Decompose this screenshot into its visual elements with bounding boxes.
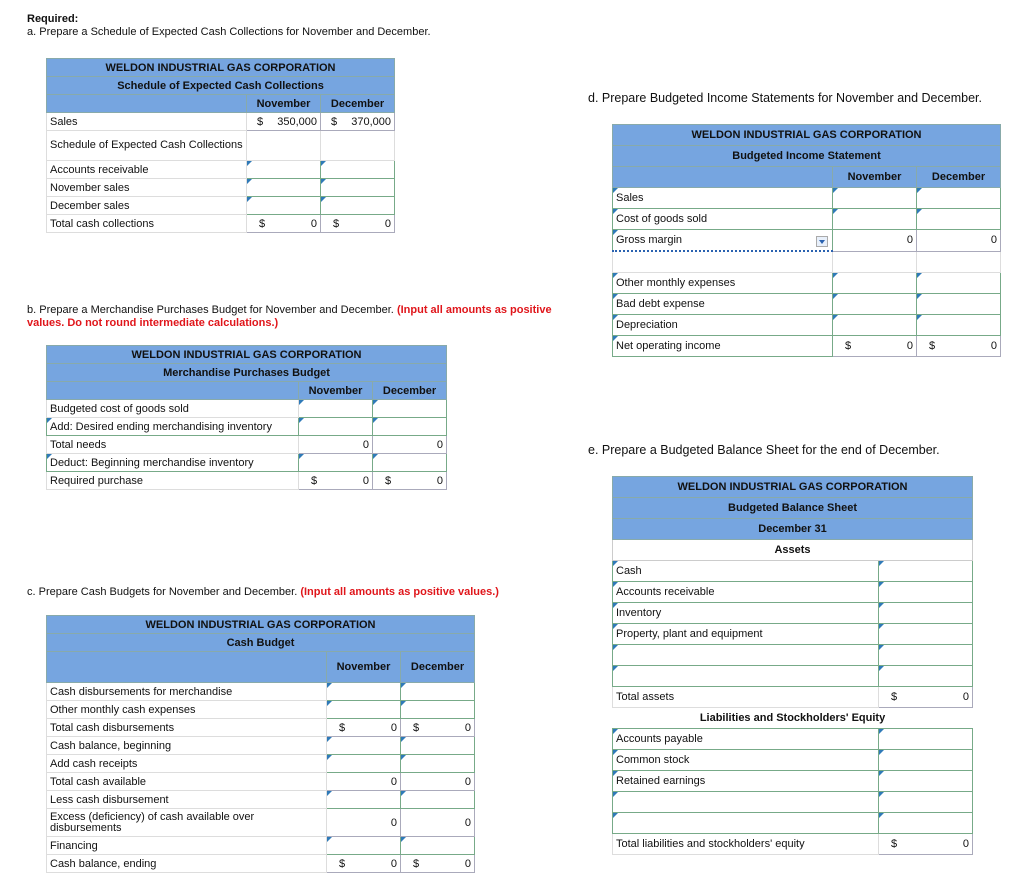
cash-budget-table	[46, 615, 475, 873]
input-cell[interactable]	[327, 837, 401, 855]
table-subtitle: Merchandise Purchases Budget	[47, 364, 447, 382]
question-b: b. Prepare a Merchandise Purchases Budget for November and December. (Input all amounts as positive values. Do not round intermediate calculations.)	[27, 304, 552, 329]
sales-dec: $ 370,000	[321, 113, 395, 131]
table-company: WELDON INDUSTRIAL GAS CORPORATION	[47, 616, 475, 634]
label-dropdown[interactable]: Inventory	[613, 603, 879, 624]
input-cell[interactable]	[373, 418, 447, 436]
row-label: Financing	[47, 837, 327, 855]
required-purchase-dec: $ 0	[373, 472, 447, 490]
table-company: WELDON INDUSTRIAL GAS CORPORATION	[613, 477, 973, 498]
table-date: December 31	[613, 519, 973, 540]
label-dropdown[interactable]: Cost of goods sold	[613, 209, 833, 230]
input-cell[interactable]	[401, 791, 475, 809]
label-dropdown[interactable]	[613, 666, 879, 687]
input-cell[interactable]	[833, 188, 917, 209]
input-cell[interactable]	[401, 737, 475, 755]
question-a: a. Prepare a Schedule of Expected Cash Collections for November and December.	[27, 26, 431, 38]
excess-dec: 0	[401, 809, 475, 837]
total-nov: $ 0	[247, 215, 321, 233]
liab-header: Liabilities and Stockholders' Equity	[613, 708, 973, 729]
gross-margin-dec: 0	[917, 230, 1001, 252]
input-cell[interactable]	[247, 197, 321, 215]
input-cell[interactable]	[879, 771, 973, 792]
row-label: December sales	[47, 197, 247, 215]
gross-margin-dropdown[interactable]: Gross margin	[613, 230, 833, 252]
row-label: November sales	[47, 179, 247, 197]
input-cell[interactable]	[327, 737, 401, 755]
assets-header: Assets	[613, 540, 973, 561]
row-label: Other monthly cash expenses	[47, 701, 327, 719]
row-label: Sales	[47, 113, 247, 131]
required-block	[27, 13, 431, 39]
label-dropdown[interactable]: Accounts payable	[613, 729, 879, 750]
chevron-down-icon[interactable]	[816, 236, 828, 247]
label-dropdown[interactable]: Property, plant and equipment	[613, 624, 879, 645]
total-dec: $ 0	[321, 215, 395, 233]
required-title: Required:	[27, 13, 79, 25]
row-label: Total cash collections	[47, 215, 247, 233]
table-subtitle: Budgeted Income Statement	[613, 146, 1001, 167]
input-cell[interactable]	[833, 315, 917, 336]
input-cell[interactable]	[247, 179, 321, 197]
total-disb-dec: $ 0	[401, 719, 475, 737]
input-cell[interactable]	[327, 683, 401, 701]
total-assets: $ 0	[879, 687, 973, 708]
cash-collections-table	[46, 58, 395, 233]
label-dropdown[interactable]: Deduct: Beginning merchandise inventory	[47, 454, 299, 472]
label-dropdown[interactable]: Retained earnings	[613, 771, 879, 792]
col-december: December	[373, 382, 447, 400]
col-december: December	[917, 167, 1001, 188]
ending-balance-dec: $ 0	[401, 855, 475, 873]
total-needs-nov: 0	[299, 436, 373, 454]
question-e: e. Prepare a Budgeted Balance Sheet for the end of December.	[588, 443, 940, 457]
input-cell[interactable]	[373, 454, 447, 472]
table-company: WELDON INDUSTRIAL GAS CORPORATION	[47, 346, 447, 364]
row-label: Schedule of Expected Cash Collections	[47, 131, 247, 161]
sales-nov: $ 350,000	[247, 113, 321, 131]
input-cell[interactable]	[321, 197, 395, 215]
input-cell[interactable]	[917, 294, 1001, 315]
table-company: WELDON INDUSTRIAL GAS CORPORATION	[613, 125, 1001, 146]
row-label: Budgeted cost of goods sold	[47, 400, 299, 418]
input-cell[interactable]	[917, 315, 1001, 336]
ending-balance-nov: $ 0	[327, 855, 401, 873]
label-dropdown[interactable]: Depreciation	[613, 315, 833, 336]
noi-nov: $ 0	[833, 336, 917, 357]
row-label: Add cash receipts	[47, 755, 327, 773]
row-label: Total liabilities and stockholders' equity	[613, 834, 879, 855]
label-dropdown[interactable]: Other monthly expenses	[613, 273, 833, 294]
row-label: Excess (deficiency) of cash available over disbursements	[47, 809, 327, 837]
input-cell[interactable]	[879, 666, 973, 687]
table-subtitle: Schedule of Expected Cash Collections	[47, 77, 395, 95]
row-label: Required purchase	[47, 472, 299, 490]
input-cell[interactable]	[327, 701, 401, 719]
table-company: WELDON INDUSTRIAL GAS CORPORATION	[47, 59, 395, 77]
row-label: Total assets	[613, 687, 879, 708]
input-cell[interactable]	[401, 837, 475, 855]
label-dropdown[interactable]: Sales	[613, 188, 833, 209]
input-cell[interactable]	[879, 792, 973, 813]
col-november: November	[299, 382, 373, 400]
input-cell[interactable]	[327, 755, 401, 773]
input-cell[interactable]	[373, 400, 447, 418]
input-cell[interactable]	[321, 179, 395, 197]
total-liab: $ 0	[879, 834, 973, 855]
total-needs-dec: 0	[373, 436, 447, 454]
row-label: Accounts receivable	[47, 161, 247, 179]
row-label: Cash balance, beginning	[47, 737, 327, 755]
label-dropdown[interactable]	[613, 813, 879, 834]
required-purchase-nov: $ 0	[299, 472, 373, 490]
input-cell[interactable]	[299, 418, 373, 436]
question-d: d. Prepare Budgeted Income Statements for November and December.	[588, 91, 982, 105]
row-label: Cash disbursements for merchandise	[47, 683, 327, 701]
gross-margin-nov: 0	[833, 230, 917, 252]
input-cell[interactable]	[879, 813, 973, 834]
row-label: Total cash available	[47, 773, 327, 791]
row-label: Total cash disbursements	[47, 719, 327, 737]
input-cell[interactable]	[833, 209, 917, 230]
label-dropdown[interactable]: Add: Desired ending merchandising inventory	[47, 418, 299, 436]
input-cell[interactable]	[299, 454, 373, 472]
row-label: Less cash disbursement	[47, 791, 327, 809]
noi-dec: $ 0	[917, 336, 1001, 357]
input-cell[interactable]	[879, 603, 973, 624]
input-cell[interactable]	[879, 582, 973, 603]
table-subtitle: Cash Budget	[47, 634, 475, 652]
input-cell[interactable]	[879, 624, 973, 645]
total-available-dec: 0	[401, 773, 475, 791]
label-dropdown[interactable]: Bad debt expense	[613, 294, 833, 315]
input-cell[interactable]	[917, 273, 1001, 294]
input-cell[interactable]	[401, 683, 475, 701]
input-cell[interactable]	[401, 701, 475, 719]
label-dropdown[interactable]: Accounts receivable	[613, 582, 879, 603]
label-dropdown[interactable]	[613, 792, 879, 813]
input-cell[interactable]	[401, 755, 475, 773]
excess-nov: 0	[327, 809, 401, 837]
total-disb-nov: $ 0	[327, 719, 401, 737]
row-label: Cash balance, ending	[47, 855, 327, 873]
col-november: November	[247, 95, 321, 113]
label-dropdown[interactable]	[613, 645, 879, 666]
balance-sheet-table	[612, 476, 973, 855]
col-december: December	[401, 652, 475, 683]
input-cell[interactable]	[879, 750, 973, 771]
input-cell[interactable]	[833, 273, 917, 294]
label-dropdown[interactable]: Cash	[613, 561, 879, 582]
row-label: Total needs	[47, 436, 299, 454]
label-dropdown[interactable]: Common stock	[613, 750, 879, 771]
merchandise-purchases-table	[46, 345, 447, 490]
col-december: December	[321, 95, 395, 113]
input-cell[interactable]	[917, 188, 1001, 209]
input-cell[interactable]	[833, 294, 917, 315]
label-dropdown[interactable]: Net operating income	[613, 336, 833, 357]
col-november: November	[327, 652, 401, 683]
input-cell[interactable]	[247, 161, 321, 179]
input-cell[interactable]	[917, 209, 1001, 230]
input-cell[interactable]	[879, 561, 973, 582]
income-statement-table	[612, 124, 1001, 357]
input-cell[interactable]	[321, 161, 395, 179]
col-november: November	[833, 167, 917, 188]
input-cell[interactable]	[299, 400, 373, 418]
input-cell[interactable]	[327, 791, 401, 809]
input-cell[interactable]	[879, 645, 973, 666]
input-cell[interactable]	[879, 729, 973, 750]
table-subtitle: Budgeted Balance Sheet	[613, 498, 973, 519]
total-available-nov: 0	[327, 773, 401, 791]
question-c: c. Prepare Cash Budgets for November and December. (Input all amounts as positive values.)	[27, 586, 499, 598]
